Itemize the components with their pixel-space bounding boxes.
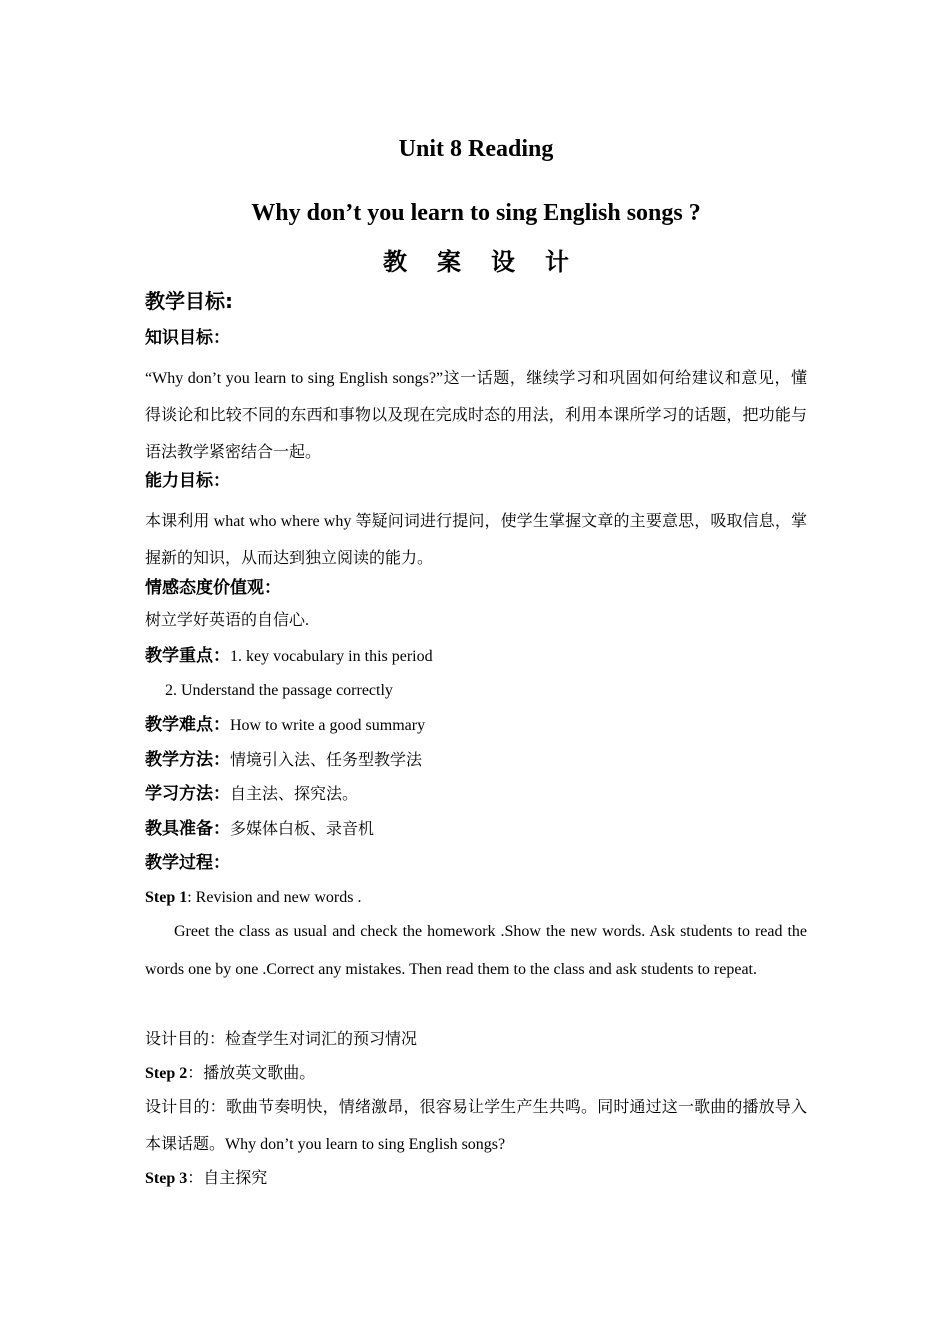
step2-label: Step 2 bbox=[145, 1065, 188, 1082]
key-points-line bbox=[145, 645, 433, 668]
key-point-2: 2. Understand the passage correctly bbox=[165, 682, 393, 699]
unit-title: Unit 8 Reading bbox=[398, 136, 554, 162]
step3-title: ：自主探究 bbox=[187, 1170, 268, 1187]
objectives-heading: 教学目标: bbox=[145, 289, 233, 313]
process-heading: 教学过程： bbox=[145, 853, 230, 873]
tools-text: 多媒体白板、录音机 bbox=[230, 821, 375, 838]
tools-label: 教具准备： bbox=[145, 819, 230, 839]
design-heading: 教 案 设 计 bbox=[383, 250, 581, 276]
step1-text: Greet the class as usual and check the homework .Show the new words. Ask students to read the words one by one .Correct any mistakes. Then read them to the class and ask students to repeat. bbox=[145, 923, 807, 978]
step2-title: ：播放英文歌曲。 bbox=[187, 1065, 316, 1082]
key-points-label: 教学重点： bbox=[145, 646, 230, 666]
step1-line bbox=[145, 887, 361, 909]
teaching-method-line bbox=[145, 749, 422, 772]
ability-heading: 能力目标： bbox=[145, 471, 230, 491]
step3-line bbox=[145, 1168, 267, 1190]
learning-method-label: 学习方法： bbox=[145, 784, 230, 804]
step1-label: Step 1 bbox=[145, 889, 188, 906]
emotion-text: 树立学好英语的自信心. bbox=[145, 612, 310, 629]
tools-line bbox=[145, 818, 374, 841]
knowledge-heading: 知识目标： bbox=[145, 328, 230, 348]
step2-line bbox=[145, 1063, 315, 1085]
lesson-title: Why don’t you learn to sing English songs ? bbox=[251, 200, 701, 226]
step1-purpose: 设计目的：检查学生对词汇的预习情况 bbox=[145, 1031, 418, 1048]
difficulty-line bbox=[145, 714, 425, 737]
teaching-method-label: 教学方法： bbox=[145, 750, 230, 770]
key-point-1: 1. key vocabulary in this period bbox=[230, 648, 433, 665]
emotion-heading: 情感态度价值观： bbox=[145, 578, 281, 598]
step1-title: : Revision and new words . bbox=[187, 889, 362, 906]
knowledge-text: “Why don’t you learn to sing English songs?”这一话题，继续学习和巩固如何给建议和意见，懂得谈论和比较不同的东西和事物以及现在完成时态的用法，利用本课所学习的话题，把功能与语法教学紧密结合一起。 bbox=[145, 370, 807, 461]
step3-label: Step 3 bbox=[145, 1170, 188, 1187]
ability-text: 本课利用 what who where why 等疑问词进行提问，使学生掌握文章的主要意思，吸取信息，掌握新的知识，从而达到独立阅读的能力。 bbox=[145, 513, 807, 567]
learning-method-line bbox=[145, 783, 358, 806]
step2-purpose: 设计目的：歌曲节奏明快，情绪激昂，很容易让学生产生共鸣。同时通过这一歌曲的播放导入本课话题。Why don’t you learn to sing English songs? bbox=[145, 1099, 807, 1153]
teaching-method-text: 情境引入法、任务型教学法 bbox=[230, 752, 423, 769]
difficulty-text: How to write a good summary bbox=[230, 717, 426, 734]
difficulty-label: 教学难点： bbox=[145, 715, 230, 735]
learning-method-text: 自主法、探究法。 bbox=[230, 786, 359, 803]
